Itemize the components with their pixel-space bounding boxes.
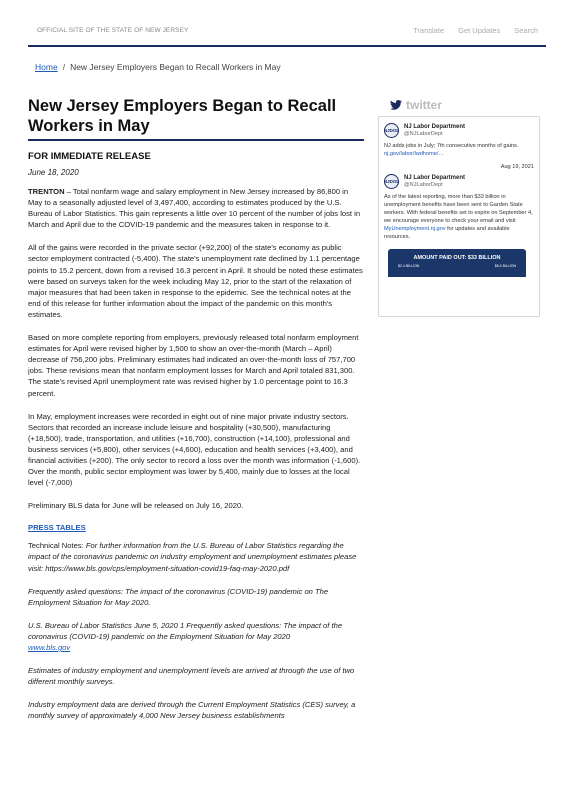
avatar: NJDOL <box>384 174 399 189</box>
technical-notes-text: For further information from the U.S. Bureau of Labor Statistics regarding the impact of the coronavirus pandemic on industry employment and unemployment estimates please visit: https://www.bls.gov/cps/employment-situation-covid19-faq-may-2020.pdf <box>28 541 357 573</box>
header-divider <box>28 45 546 47</box>
translate-link[interactable]: Translate <box>413 26 445 35</box>
page-title: New Jersey Employers Began to Recall Workers in May <box>28 97 337 135</box>
estimates-paragraph: Estimates of industry employment and unemployment levels are arrived at through the use of two different monthly surveys. <box>28 666 355 687</box>
paragraph-revisions: Based on more complete reporting from employers, previously released total nonfarm employment estimates for April were revised higher by 1,500 to show an over-the-month (March – April) decrease of 756,200 jobs. Preliminary estimates had indicated an over-the-month loss of 757,700 jobs. These revisions mean that nonfarm employment losses for March and April totaled 831,300. The state's revised April unemployment rate was revised higher by 1.0 percentage point to 16.3 percent. <box>28 333 359 398</box>
tweet[interactable] <box>384 123 534 158</box>
breadcrumb-separator: / <box>62 62 66 72</box>
ces-paragraph: Industry employment data are derived through the Current Employment Statistics (CES) survey, a monthly survey of approximately 4,000 New Jersey business establishments <box>28 700 356 721</box>
release-date: June 18, 2020 <box>28 168 79 177</box>
technical-notes-label: Technical Notes: <box>28 541 86 551</box>
press-tables-link[interactable]: PRESS TABLES <box>28 523 86 533</box>
article <box>28 96 364 733</box>
bls-reference-text: U.S. Bureau of Labor Statistics June 5, 2020 1 Frequently asked questions: The impact of the coronavirus (COVID-19) pandemic on the Employment Situation for May 2020 <box>28 620 343 641</box>
paragraph-private-sector: All of the gains were recorded in the private sector (+92,200) of the state's economy as public sector employment contracted (-5,400). The state's unemployment rate declined by 1.1 percentage points to 15.2 percent, down from a revised 16.3 percent in April. It should be noted these estimates were based on surveys taken for the week including May 12, prior to the start of the relaxation of major measures that had been taken in response to the epidemic. See the technical notes at the end of this release for further information about the impact of the pandemic on this month's estimates. <box>28 243 363 319</box>
tweet-author-handle: @NJLaborDept <box>404 131 443 137</box>
twitter-feed[interactable] <box>378 116 540 317</box>
get-updates-link[interactable]: Get Updates <box>458 26 501 35</box>
avatar: NJDOL <box>384 123 399 138</box>
twitter-sidebar <box>378 96 540 317</box>
paragraph-lead-text: – Total nonfarm wage and salary employment in New Jersey increased by 86,800 in May to a seasonally adjusted level of 3,497,400, according to estimates produced by the U.S. Bureau of Labor Statistics. This gain represents a little over 10 percent of the number of jobs lost in March and April due to the COVID-19 pandemic and the measures taken in response to it. <box>28 187 361 230</box>
release-label: FOR IMMEDIATE RELEASE <box>28 151 151 162</box>
tweet[interactable] <box>384 174 534 277</box>
breadcrumb-current: New Jersey Employers Began to Recall Workers in May <box>70 62 281 72</box>
paragraph-next-release: Preliminary BLS data for June will be released on July 16, 2020. <box>28 501 244 511</box>
tweet-link[interactable]: nj.gov/labor/lwdhome/… <box>384 151 445 157</box>
top-bar <box>0 0 566 48</box>
tweet-author[interactable] <box>384 123 534 138</box>
tweet-body-end: for updates and available resources. <box>384 226 510 240</box>
faq-paragraph: Frequently asked questions: The impact of the coronavirus (COVID-19) pandemic on The Employment Situation for May 2020. <box>28 586 329 607</box>
tweet-link[interactable]: MyUnemployment.nj.gov <box>384 226 446 232</box>
tweet-author-handle: @NJLaborDept <box>404 182 443 188</box>
tweet-date: Aug 19, 2021 <box>500 164 534 170</box>
tweet-image-left-value: $2.4 BILLION <box>398 264 420 268</box>
twitter-bird-icon <box>390 100 402 110</box>
tweet-body: As of the latest reporting, more than $33 billion in unemployment benefits have been sent to Garden State workers. With federal benefits set to expire on September 4, we encourage everyone to check your email and visit <box>384 194 533 224</box>
twitter-header <box>390 96 540 114</box>
paragraph-lead <box>28 186 364 230</box>
tweet-author-name: NJ Labor Department <box>404 124 466 130</box>
dateline: TRENTON <box>28 187 65 196</box>
tweet-body: NJ adds jobs in July; 7th consecutive months of gains. <box>384 143 519 149</box>
tweet-image-right-value: $8.4 BILLION <box>494 264 516 268</box>
search-link[interactable]: Search <box>514 26 538 35</box>
paragraph-sectors: In May, employment increases were recorded in eight out of nine major private industry sectors. Sectors that recorded an increase include leisure and hospitality (+30,500), manufacturing (+18,500), trade, transportation, and utilities (+16,700), construction (+14,100), professional and business services (+5,800), other services (+4,600), education and health services (+3,400), and financial activities (+200). The only sector to record a loss over the month was information (-1,600). Over the month, public sector employment was lower by 5,400, mainly due to losses at the local level (-7,000) <box>28 411 361 488</box>
top-nav <box>413 26 538 35</box>
twitter-heading: twitter <box>406 98 442 112</box>
tweet-text <box>384 142 534 158</box>
title-divider <box>28 139 364 141</box>
technical-notes <box>28 540 364 573</box>
official-site-label: OFFICIAL SITE OF THE STATE OF NEW JERSEY <box>37 27 189 34</box>
tweet-image[interactable] <box>388 249 526 277</box>
bls-link[interactable]: www.bls.gov <box>28 643 71 652</box>
tweet-author[interactable] <box>384 174 534 189</box>
tweet-text <box>384 193 534 241</box>
breadcrumb <box>35 62 281 72</box>
tweet-author-name: NJ Labor Department <box>404 175 466 181</box>
bls-reference <box>28 620 364 653</box>
tweet-image-title: AMOUNT PAID OUT: $33 BILLION <box>413 255 501 261</box>
breadcrumb-home-link[interactable]: Home <box>35 62 58 72</box>
